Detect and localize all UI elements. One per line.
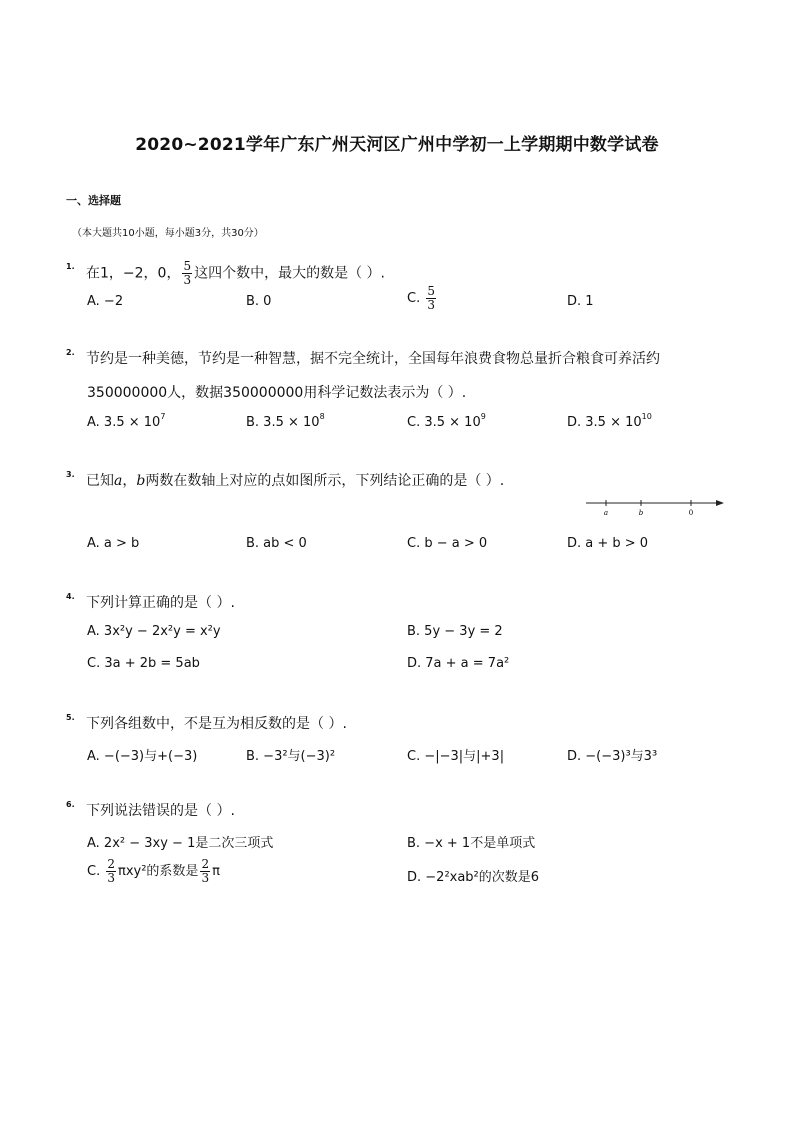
question-text	[86, 470, 504, 490]
q1-option-c	[407, 285, 438, 312]
question-number: 5.	[66, 713, 75, 722]
q3-option-a: A. a > b	[87, 536, 140, 551]
q3-option-c: C. b − a > 0	[407, 536, 488, 551]
question-text-part: 这四个数中，最大的数是（ ）.	[194, 265, 385, 282]
fraction-numerator: 2	[201, 857, 210, 871]
axis-label-a: a	[603, 509, 609, 517]
variable-b: b	[136, 473, 146, 489]
fraction-numerator: 5	[427, 284, 435, 298]
q4-option-c: C. 3a + 2b = 5ab	[87, 656, 200, 671]
section-note: （本大题共10小题，每小题3分，共30分）	[72, 228, 264, 239]
question-text-line1: 节约是一种美德，节约是一种智慧，据不完全统计，全国每年浪费食物总量折合粮食可养活约	[86, 351, 660, 367]
fraction	[106, 858, 116, 885]
variable-a: a	[114, 473, 123, 489]
q5-option-d: D. −(−3)³与3³	[567, 749, 658, 764]
fraction-denominator: 3	[201, 871, 210, 885]
question-2-line2: 350000000人，数据350000000用科学记数法表示为（ ）.	[87, 385, 467, 401]
exponent: 7	[160, 412, 166, 421]
q3-option-d: D. a + b > 0	[567, 536, 649, 551]
exam-title: 2020~2021学年广东广州天河区广州中学初一上学期期中数学试卷	[135, 135, 659, 155]
q2-option-b	[246, 412, 325, 430]
q4-option-d: D. 7a + a = 7a²	[407, 656, 510, 671]
question-text: 下列计算正确的是（ ）.	[86, 595, 235, 611]
question-text: 下列说法错误的是（ ）.	[86, 803, 235, 819]
fraction-denominator: 3	[183, 273, 192, 287]
q5-option-c: C. −|−3|与|+3|	[407, 749, 505, 764]
q6-option-d: D. −2²xab²的次数是6	[407, 870, 540, 885]
option-text: A. 3.5 × 10	[87, 415, 161, 430]
fraction-denominator: 3	[427, 298, 435, 312]
q4-option-a: A. 3x²y − 2x²y = x²y	[87, 624, 221, 639]
question-number: 1.	[66, 262, 75, 271]
q6-option-c	[87, 858, 220, 885]
option-label: C.	[87, 864, 101, 879]
number-line-figure	[584, 496, 726, 518]
fraction-numerator: 2	[107, 857, 115, 871]
q1-option-a: A. −2	[87, 294, 124, 309]
question-text	[86, 260, 385, 287]
fraction-numerator: 5	[183, 259, 192, 273]
fraction	[200, 858, 210, 885]
q5-option-a: A. −(−3)与+(−3)	[87, 749, 198, 764]
q1-option-d: D. 1	[567, 294, 594, 309]
fraction	[426, 285, 436, 312]
question-number: 3.	[66, 470, 75, 479]
q2-option-d	[567, 412, 652, 430]
question-text-part: 两数在数轴上对应的点如图所示，下列结论正确的是（ ）.	[145, 473, 505, 489]
option-text: C. 3.5 × 10	[407, 415, 481, 430]
fraction-denominator: 3	[107, 871, 115, 885]
option-text: B. 3.5 × 10	[246, 415, 320, 430]
axis-label-zero: 0	[688, 509, 694, 517]
q2-option-a	[87, 412, 166, 430]
option-text: D. 3.5 × 10	[567, 415, 642, 430]
q1-option-b: B. 0	[246, 294, 272, 309]
separator: ，	[122, 473, 137, 489]
q3-option-b: B. ab < 0	[246, 536, 307, 551]
axis-label-b: b	[638, 509, 644, 517]
option-text: π	[212, 864, 220, 879]
exponent: 9	[480, 412, 486, 421]
exponent: 8	[319, 412, 325, 421]
q2-option-c	[407, 412, 486, 430]
number-line-arrow	[716, 500, 724, 506]
q6-option-b: B. −x + 1不是单项式	[407, 836, 536, 851]
question-text-part: 已知	[86, 473, 114, 489]
q4-option-b: B. 5y − 3y = 2	[407, 624, 503, 639]
option-label: C.	[407, 291, 421, 306]
exponent: 10	[641, 412, 652, 421]
fraction	[182, 260, 192, 287]
section-heading: 一、选择题	[66, 194, 121, 207]
question-number: 4.	[66, 592, 75, 601]
option-text: πxy²的系数是	[118, 864, 199, 879]
question-number: 2.	[66, 348, 75, 357]
q5-option-b: B. −3²与(−3)²	[246, 749, 336, 764]
question-text-part: 在1，−2，0，	[86, 265, 181, 282]
question-text: 下列各组数中，不是互为相反数的是（ ）.	[86, 716, 347, 732]
question-number: 6.	[66, 800, 75, 809]
q6-option-a: A. 2x² − 3xy − 1是二次三项式	[87, 836, 274, 851]
